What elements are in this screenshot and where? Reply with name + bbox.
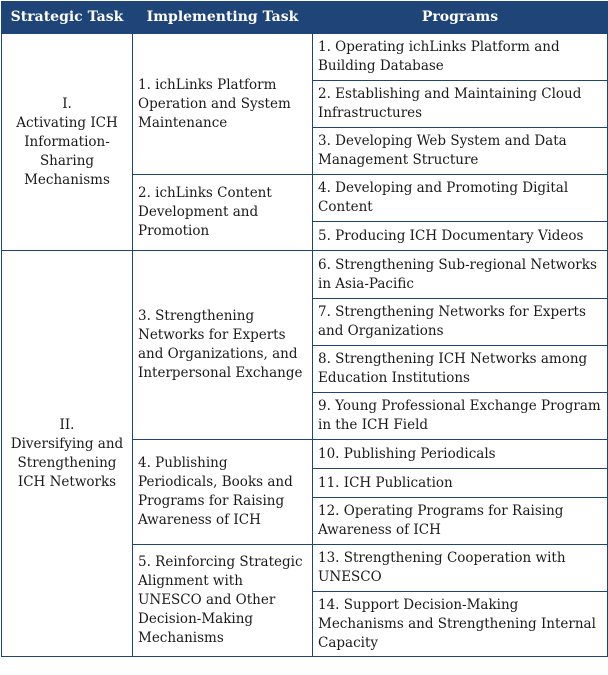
program-4: 4. Developing and Promoting Digital Content: [313, 175, 608, 222]
program-14: 14. Support Decision-Making Mechanisms and Strengthening Internal Capacity: [313, 592, 608, 657]
header-row: [2, 2, 608, 34]
program-6: 6. Strengthening Sub-regional Networks in Asia-Pacific: [313, 251, 608, 299]
program-12: 12. Operating Programs for Raising Awareness of ICH: [313, 498, 608, 545]
program-5: 5. Producing ICH Documentary Videos: [313, 222, 608, 251]
program-7: 7. Strengthening Networks for Experts and Organizations: [313, 299, 608, 346]
header-programs: Programs: [313, 2, 608, 34]
strategic-task-1-label: I. Activating ICH Information-Sharing Mechanisms: [16, 95, 118, 188]
table-row: [2, 251, 608, 299]
implementing-task-5: 5. Reinforcing Strategic Alignment with UNESCO and Other Decision-Making Mechanisms: [133, 545, 313, 657]
implementing-task-3: 3. Strengthening Networks for Experts and Organizations, and Interpersonal Exchange: [133, 251, 313, 440]
program-9: 9. Young Professional Exchange Program in the ICH Field: [313, 393, 608, 440]
strategic-task-1: [2, 34, 133, 251]
implementing-task-4: 4. Publishing Periodicals, Books and Programs for Raising Awareness of ICH: [133, 440, 313, 545]
program-10: 10. Publishing Periodicals: [313, 440, 608, 469]
strategic-task-2: [2, 251, 133, 657]
header-strategic-task: Strategic Task: [2, 2, 133, 34]
implementing-task-2: 2. ichLinks Content Development and Promotion: [133, 175, 313, 251]
program-11: 11. ICH Publication: [313, 469, 608, 498]
table-row: [2, 34, 608, 81]
program-1: 1. Operating ichLinks Platform and Building Database: [313, 34, 608, 81]
program-2: 2. Establishing and Maintaining Cloud Infrastructures: [313, 81, 608, 128]
implementing-task-1: 1. ichLinks Platform Operation and System Maintenance: [133, 34, 313, 175]
strategic-task-2-label: II. Diversifying and Strengthening ICH Networks: [10, 416, 124, 490]
header-implementing-task: Implementing Task: [133, 2, 313, 34]
program-13: 13. Strengthening Cooperation with UNESCO: [313, 545, 608, 592]
ich-tasks-table: [1, 1, 608, 657]
program-8: 8. Strengthening ICH Networks among Education Institutions: [313, 346, 608, 393]
program-3: 3. Developing Web System and Data Management Structure: [313, 128, 608, 175]
